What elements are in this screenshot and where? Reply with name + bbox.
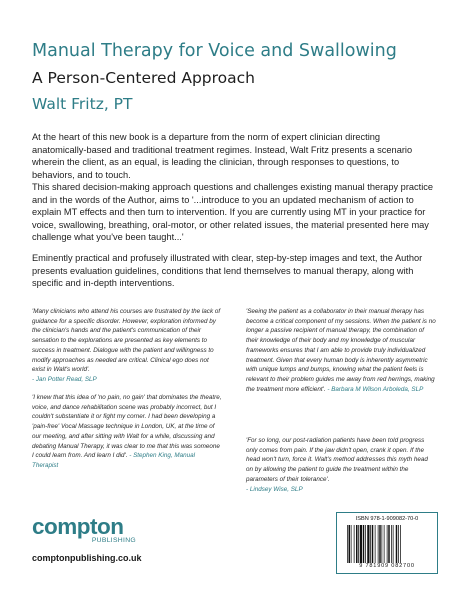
barcode-bar [360,525,362,563]
barcode-bar [351,525,352,563]
barcode-bar [382,525,383,563]
quote-text: 'I knew that this idea of 'no pain, no gain' that dominates the theatre, voice, and dance rehabilitation scene was probably incorrect, but I couldn't substantiate it or fight my corner. I had been developing a 'pain-free' Vocal Massage technique in London, UK, at the time of our meeting, and after sitting with Walt for a while, discussing and debating Manual Therapy, it was clear to me that this was someone I could learn from. And learn I did'. [32,394,222,460]
publisher-website: comptonpublishing.co.uk [32,553,142,563]
endorsement-quote [32,307,222,385]
blurb-paragraph-2: This shared decision-making approach questions and challenges existing manual therapy practice and in the words of the Author, aims to '...introduce to you an updated mechanism of action to explain MT effects and then turn to intervention. If you are currently using MT in your practice for voice, swallowing, breathing, oral-motor, or other related issues, the material presented here may challenge what you've been taught...' [32,182,434,243]
book-subtitle: A Person-Centered Approach [32,69,255,87]
barcode-bar [358,525,359,563]
quote-attribution: - Barbara M Wilson Arboleda, SLP [327,385,424,393]
book-author: Walt Fritz, PT [32,95,133,113]
barcode-bar [387,525,388,563]
barcode-bar [349,525,351,563]
endorsement-quote [246,307,436,394]
barcode-bar [372,525,374,563]
quote-text: 'Many clinicians who attend his courses are frustrated by the lack of guidance for a specific disorder. However, exploration informed by the clinician's hands and the patient's communication of their sensation to the explorations are presented as key elements to success in treatment. Dialogue with the patient and willingness to modify approaches as needed are critical. Clinical ego does not exist in Walt's world'. [32,308,221,374]
barcode-bar [384,525,385,563]
barcode-bar [400,525,401,563]
blurb-paragraph-3: Eminently practical and profusely illustrated with clear, step-by-step images and text, the Author presents evaluation guidelines, conditions that lend themselves to manual therapy, along with specific and in-depth interventions. [32,253,423,289]
barcode-bar [363,525,365,563]
barcode-digits: 9 781909 082700 [359,563,415,569]
isbn-barcode [336,512,438,574]
barcode-bar [367,525,369,563]
barcode-bar [398,525,399,563]
publisher-logo-subtitle: PUBLISHING [91,537,136,544]
barcode-bar [370,525,371,563]
quote-text: 'For so long, our post-radiation patients have been told progress only comes from pain. If the jaw didn't open, crank it open. If the head won't turn, force it. Walt's method addresses this myth head on by allowing the patient to guide the treatment within the parameters of their tolerance'. [246,437,428,483]
barcode-bar [375,525,376,563]
isbn-label: ISBN 978-1-909082-70-0 [355,516,419,522]
barcode-bar [356,525,358,563]
quote-text: 'Seeing the patient as a collaborator in their manual therapy has become a critical component of my sessions. When the patient is no longer a passive recipient of manual therapy, the combination of their knowledge of their body and my knowledge of muscular frameworks ensures that I am able to provide truly individualized treatment. Given that every human body is inherently asymmetric with unique lumps and bumps, knowing what the patient feels is relevant to their problem guides me away from red herrings, making the treatment more efficient'. [246,308,436,393]
endorsement-quote [32,393,222,471]
barcode-bars [347,525,427,563]
barcode-bar [393,525,394,563]
endorsement-quote [246,436,436,494]
quote-attribution: - Lindsey Wise, SLP [246,485,303,493]
quote-attribution: - Stephen King, Manual Therapist [32,452,196,469]
barcode-bar [378,525,379,563]
publisher-logo [32,516,152,550]
barcode-bar [365,525,366,563]
publisher-logo-word: compton [32,514,124,539]
barcode-bar [396,525,398,563]
barcode-bar [388,525,390,563]
barcode-bar [347,525,348,563]
book-title: Manual Therapy for Voice and Swallowing [32,41,397,61]
barcode-bar [354,525,355,563]
blurb-paragraph-1: At the heart of this new book is a departure from the norm of expert clinician directing anatomically-based and traditional treatment regimes. Instead, Walt Fritz presents a scenario wherein the client, as an equal, is leading the clinician, through responses to questions, to behaviors, and to touch. [32,132,413,180]
barcode-bar [379,525,381,563]
barcode-bar [391,525,392,563]
quote-attribution: - Jan Potter Read, SLP [32,375,97,383]
